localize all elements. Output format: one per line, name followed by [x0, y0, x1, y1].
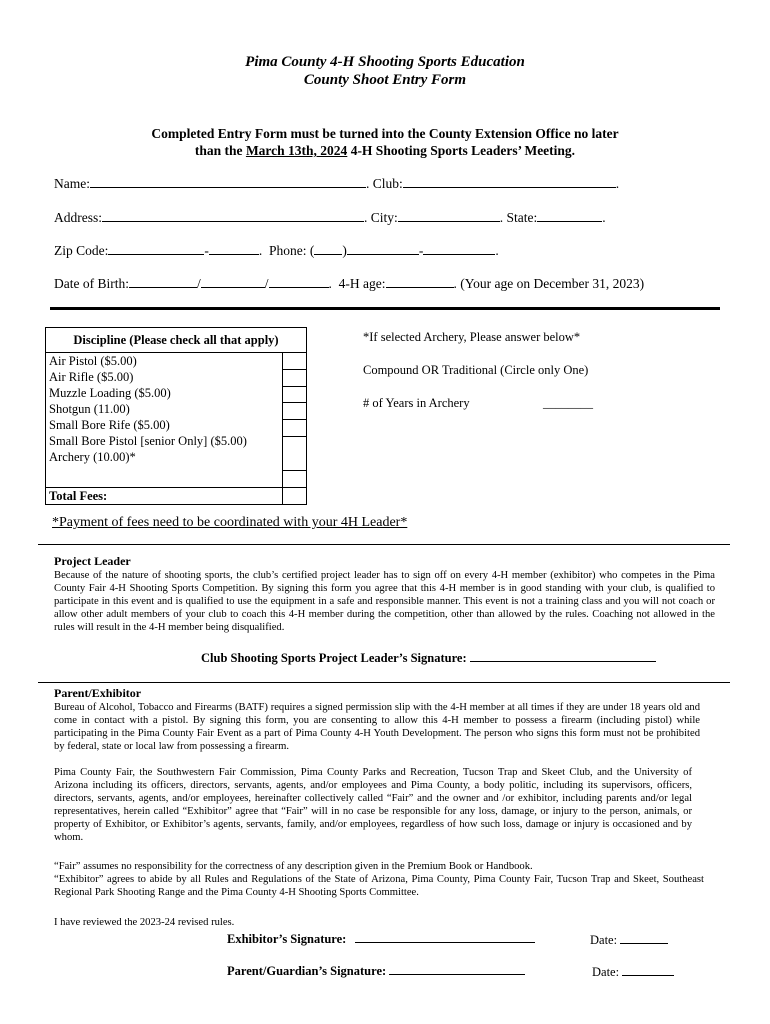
club-field[interactable] [403, 175, 616, 188]
rules-reviewed-statement: I have reviewed the 2023-24 revised rules. [54, 917, 235, 928]
discipline-item: Air Pistol ($5.00) [49, 354, 137, 368]
city-field[interactable] [398, 209, 500, 222]
state-field[interactable] [537, 209, 602, 222]
name-club-row: Name: . Club: . [54, 176, 620, 191]
leader-signature-field[interactable] [470, 649, 656, 662]
discipline-item: Air Rifle ($5.00) [49, 370, 134, 384]
dob-age-row: Date of Birth: / / . 4-H age: . (Your age on December 31, 2023) [54, 276, 645, 291]
zip-phone-row: Zip Code: - . Phone: ( ) - . [54, 243, 499, 258]
discipline-item: Shotgun (11.00) [49, 402, 130, 416]
guardian-date-field[interactable] [622, 963, 674, 976]
checkbox-column [282, 353, 306, 488]
area-code-field[interactable] [314, 242, 342, 255]
archery-checkbox[interactable] [283, 471, 306, 488]
discipline-table [45, 327, 307, 505]
club-label: Club: [372, 176, 403, 191]
dob-year-field[interactable] [269, 275, 329, 288]
project-leader-heading: Project Leader [54, 554, 131, 568]
date-label: Date: [592, 965, 620, 979]
archery-years-label: # of Years in Archery [363, 396, 470, 410]
payment-note: *Payment of fees need to be coordinated with your 4H Leader* [52, 515, 408, 530]
shotgun-checkbox[interactable] [283, 403, 306, 420]
address-field[interactable] [102, 209, 364, 222]
zip-field[interactable] [108, 242, 204, 255]
guardian-signature-row [227, 962, 525, 979]
guardian-date-row [592, 963, 674, 980]
deadline-date: March 13th, 2024 [245, 143, 348, 158]
section-divider [38, 544, 730, 545]
exhibitor-signature-label: Exhibitor’s Signature: [227, 932, 347, 946]
date-label: Date: [590, 933, 618, 947]
discipline-item: Small Bore Rife ($5.00) [49, 418, 170, 432]
exhibitor-agreement-text: “Exhibitor” agrees to abide by all Rules and Regulations of the State of Arizona, Pima County, Pima County Fair, Tucson Trap and Skeet, Southeast Regional Park Shooting Range and the Pima County 4-H Shooting Sports Committee. [54, 874, 704, 898]
notice-text: 4-H Shooting Sports Leaders’ Meeting. [347, 143, 576, 158]
leader-signature-label: Club Shooting Sports Project Leader’s Signature: [201, 651, 467, 665]
section-divider [38, 682, 730, 683]
guardian-signature-field[interactable] [389, 962, 525, 975]
submission-notice-line1: Completed Entry Form must be turned into the County Extension Office no later [151, 126, 619, 141]
phone-prefix-field[interactable] [347, 242, 419, 255]
guardian-signature-label: Parent/Guardian’s Signature: [227, 964, 387, 978]
discipline-item: Archery (10.00)* [49, 450, 136, 464]
small-bore-pistol-checkbox[interactable] [283, 437, 306, 471]
section-divider [50, 307, 720, 310]
notice-text: than the [194, 143, 246, 158]
age-label: 4-H age: [338, 276, 386, 291]
dob-day-field[interactable] [201, 275, 265, 288]
name-field[interactable] [90, 175, 366, 188]
small-bore-rifle-checkbox[interactable] [283, 420, 306, 437]
zip-ext-field[interactable] [209, 242, 259, 255]
muzzle-loading-checkbox[interactable] [283, 387, 306, 404]
zip-label: Zip Code: [54, 243, 109, 258]
archery-years-field[interactable]: ________ [543, 396, 593, 410]
exhibitor-date-row [590, 931, 668, 948]
dob-label: Date of Birth: [54, 276, 129, 291]
leader-signature-row [201, 649, 656, 666]
address-row: Address: . City: . State: . [54, 210, 606, 225]
exhibitor-date-field[interactable] [620, 931, 668, 944]
age-field[interactable] [386, 275, 454, 288]
dob-month-field[interactable] [129, 275, 197, 288]
total-fees-label: Total Fees: [46, 488, 283, 505]
air-rifle-checkbox[interactable] [283, 370, 306, 387]
fair-responsibility-text: “Fair” assumes no responsibility for the correctness of any description given in the Premium Book or Handbook. [54, 861, 533, 872]
project-leader-text: Because of the nature of shooting sports, the club’s certified project leader has to sign off on every 4-H member (exhibitor) who competes in the Pima County Fair 4-H Shooting Sports Competition. By signing this form you agree that this 4-H member is in good standing with your club, is qualified to participate in this event and is qualified to use the equipment in a safe and responsible manner. This event is not a training class and you will not coach or allow other adult members of your club to coach this 4-H member during the competition, other than allowed by the rules. Coaching not allowed in the rules will result in the 4-H member being disqualified. [54, 570, 715, 633]
batf-paragraph: Bureau of Alcohol, Tobacco and Firearms (BATF) requires a signed permission slip with the 4-H member at all times if they are under 18 years old and come in contact with a pistol. By signing this form, you are consenting to allow this 4-H member to possess a firearm (including pistol) while participating in the Pima County Fair Event as a part of Pima County 4-H Youth Development. The person who signs this form must not be prohibited by federal, state or local law from possessing a firearm. [54, 702, 700, 752]
city-label: City: [370, 210, 398, 225]
form-title-line2: County Shoot Entry Form [303, 72, 467, 88]
discipline-header: Discipline (Please check all that apply) [46, 328, 307, 353]
address-label: Address: [54, 210, 102, 225]
discipline-list [46, 353, 283, 488]
exhibitor-signature-field[interactable] [355, 930, 535, 943]
bow-type-question[interactable]: Compound OR Traditional (Circle only One) [363, 363, 589, 377]
air-pistol-checkbox[interactable] [283, 353, 306, 370]
state-label: State: [506, 210, 538, 225]
archery-note: *If selected Archery, Please answer below* [363, 330, 581, 344]
parent-exhibitor-heading: Parent/Exhibitor [54, 686, 142, 700]
submission-notice-line2 [0, 142, 770, 159]
name-label: Name: [54, 176, 90, 191]
exhibitor-signature-row [227, 930, 535, 947]
phone-line-field[interactable] [423, 242, 495, 255]
age-note: (Your age on December 31, 2023) [460, 276, 645, 291]
discipline-item: Small Bore Pistol [senior Only] ($5.00) [49, 434, 247, 448]
liability-paragraph: Pima County Fair, the Southwestern Fair Commission, Pima County Parks and Recreation, Tucson Trap and Skeet Club, and the University of Arizona including its officers, directors, servants, agents, and/or employees and Pima County, a body politic, including its supervisors, officers, directors, servants, agents, and/or employees, hereinafter collectively called “Fair” and the owner and /or exhibitor, including parents and/or legal representatives, herein called “Exhibitor” agree that “Fair” will in no case be responsible for any loss, damage, or injury to the person, animals, or property of Exhibitor, or Exhibitor’s agents, servants, family, and/or employees, regardless of how such loss, damage or injury is occasioned and by whom. [54, 767, 692, 843]
phone-label: Phone: [269, 243, 307, 258]
total-fees-field[interactable] [282, 488, 306, 505]
form-title-line1: Pima County 4-H Shooting Sports Education [245, 54, 525, 70]
discipline-item: Muzzle Loading ($5.00) [49, 386, 171, 400]
